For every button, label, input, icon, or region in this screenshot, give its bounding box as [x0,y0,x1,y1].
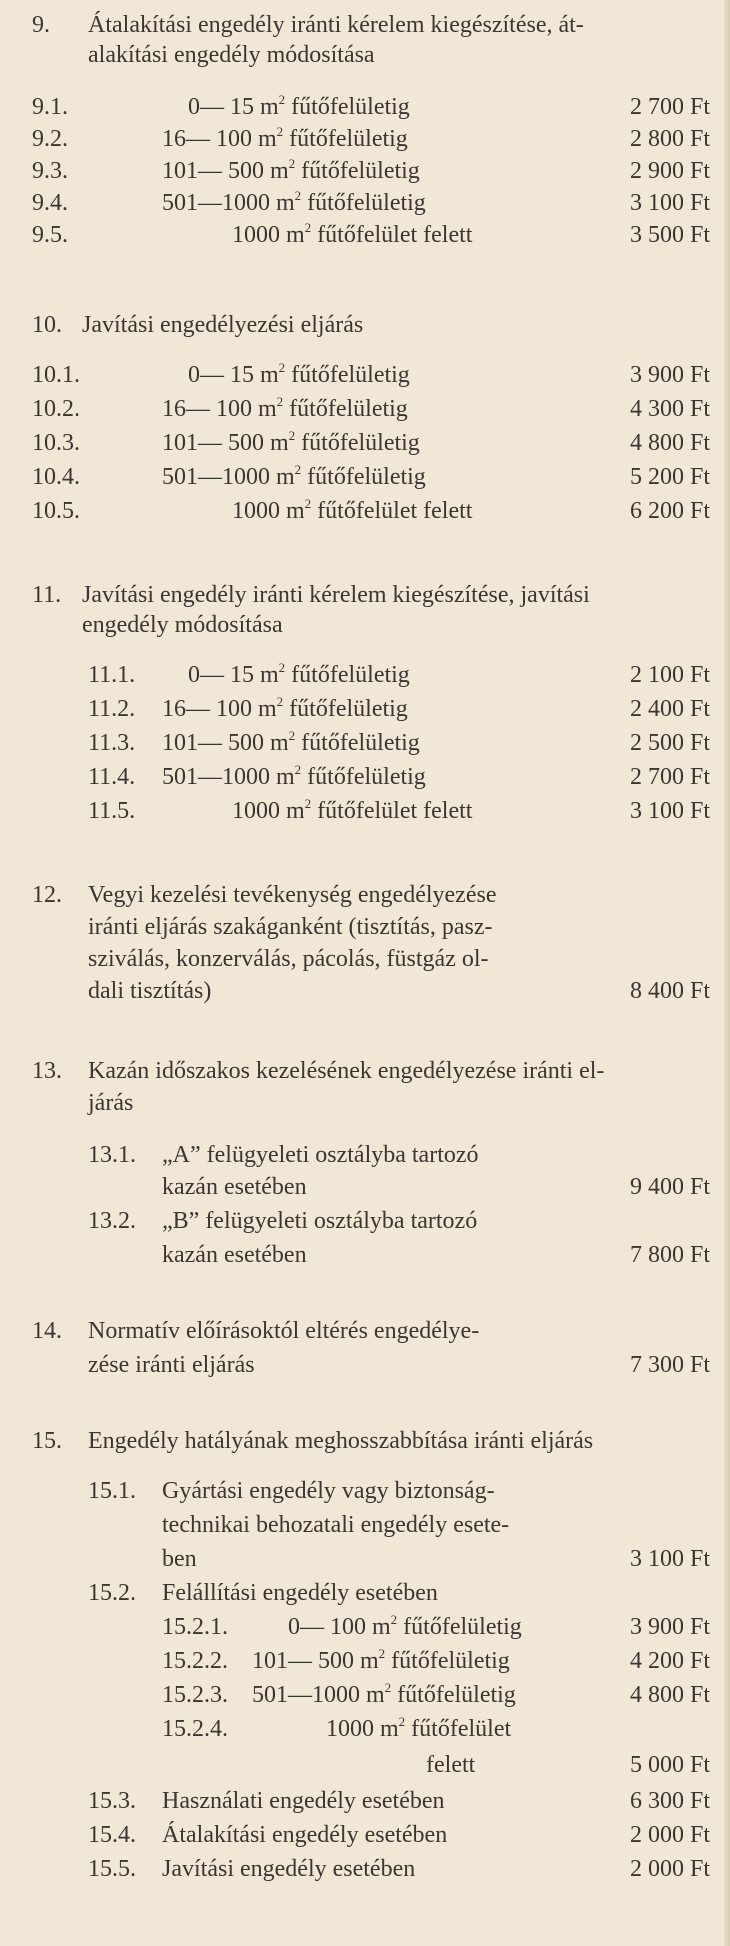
section-line: Normatív előírásoktól eltérés engedélye- [88,1318,480,1344]
section-number: 11. [32,582,62,608]
item-number: 13.1. [88,1142,136,1168]
row-number: 11.4. [88,764,136,790]
row-price: 4 800 Ft [629,430,710,456]
section-title: Javítási engedély iránti kérelem kiegészítése, javítási [82,582,590,608]
section-title-cont: engedély módosítása [82,612,283,638]
section-number: 13. [32,1058,62,1084]
row-range: 101— 500 $m^2$ fűtőfelületig [162,728,420,756]
section-number: 12. [32,882,62,908]
section-line: sziválás, konzerválás, pácolás, füstgáz ol- [88,946,489,972]
item-price: 2 000 Ft [629,1856,710,1882]
row-range: 501—1000 $m^2$ fűtőfelületig [162,462,426,490]
row-price: 4 300 Ft [629,396,710,422]
row-range: 1000 $m^2$ fűtőfelület felett [232,220,473,248]
row-range: 501—1000 $m^2$ fűtőfelületig [252,1680,516,1708]
item-text-cont: kazán esetében [162,1174,307,1200]
item-number: 15.5. [88,1856,136,1882]
section-price: 8 400 Ft [629,978,710,1004]
row-price: 2 700 Ft [629,764,710,790]
section-number: 10. [32,312,62,338]
item-number: 15.1. [88,1478,136,1504]
item-text: Javítási engedély esetében [162,1856,416,1882]
row-number: 9.4. [32,190,68,216]
row-number: 10.2. [32,396,80,422]
item-number: 15.4. [88,1822,136,1848]
row-price: 3 900 Ft [629,362,710,388]
row-range: 1000 $m^2$ fűtőfelület felett [232,496,473,524]
item-price: 6 300 Ft [629,1788,710,1814]
row-range: 16— 100 $m^2$ fűtőfelületig [162,394,408,422]
row-number: 10.4. [32,464,80,490]
item-text: Átalakítási engedély esetében [162,1822,448,1848]
section-title-cont: alakítási engedély módosítása [88,42,375,68]
row-range: 0— 100 $m^2$ fűtőfelületig [288,1612,522,1640]
section-line: dali tisztítás) [88,978,212,1004]
item-number: 15.3. [88,1788,136,1814]
row-price: 2 900 Ft [629,158,710,184]
row-price: 3 500 Ft [629,222,710,248]
row-number: 11.1. [88,662,136,688]
row-range: 16— 100 $m^2$ fűtőfelületig [162,124,408,152]
row-range: 0— 15 $m^2$ fűtőfelületig [188,92,410,120]
row-price: 3 100 Ft [629,190,710,216]
item-text-cont: kazán esetében [162,1242,307,1268]
item-price: 2 000 Ft [629,1822,710,1848]
section-number: 9. [32,12,50,38]
section-title: Javítási engedélyezési eljárás [82,312,364,338]
item-text: Felállítási engedély esetében [162,1580,438,1606]
row-range: 101— 500 $m^2$ fűtőfelületig [252,1646,510,1674]
row-price: 3 100 Ft [629,798,710,824]
item-number: 13.2. [88,1208,136,1234]
row-number: 11.5. [88,798,136,824]
row-price: 2 800 Ft [629,126,710,152]
row-number: 15.2.1. [162,1614,228,1640]
section-title-cont: járás [88,1090,134,1116]
item-price: 3 100 Ft [629,1546,710,1572]
row-range: 501—1000 $m^2$ fűtőfelületig [162,188,426,216]
row-range-cont: felett [426,1752,476,1778]
section-number: 14. [32,1318,62,1344]
row-price: 2 400 Ft [629,696,710,722]
section-line: iránti eljárás szakáganként (tisztítás, pasz- [88,914,493,940]
item-text-cont: technikai behozatali engedély esete- [162,1512,510,1538]
row-price: 3 900 Ft [629,1614,710,1640]
item-text: Gyártási engedély vagy biztonság- [162,1478,495,1504]
row-price: 5 000 Ft [629,1752,710,1778]
section-number: 15. [32,1428,62,1454]
row-price: 6 200 Ft [629,498,710,524]
row-range: 16— 100 $m^2$ fűtőfelületig [162,694,408,722]
row-number: 10.5. [32,498,80,524]
row-price: 2 700 Ft [629,94,710,120]
section-title: Kazán időszakos kezelésének engedélyezése iránti el- [88,1058,605,1084]
row-number: 9.3. [32,158,68,184]
row-range: 0— 15 $m^2$ fűtőfelületig [188,360,410,388]
row-price: 4 200 Ft [629,1648,710,1674]
item-number: 15.2. [88,1580,136,1606]
row-number: 9.5. [32,222,68,248]
row-number: 9.2. [32,126,68,152]
row-number: 9.1. [32,94,68,120]
item-price: 7 800 Ft [629,1242,710,1268]
section-price: 7 300 Ft [629,1352,710,1378]
item-text: Használati engedély esetében [162,1788,445,1814]
row-number: 11.3. [88,730,136,756]
row-range: 1000 $m^2$ fűtőfelület [326,1714,512,1742]
row-number: 15.2.4. [162,1716,228,1742]
row-number: 10.3. [32,430,80,456]
page-edge-shadow [724,0,730,1946]
row-price: 2 500 Ft [629,730,710,756]
row-range: 101— 500 $m^2$ fűtőfelületig [162,156,420,184]
item-text: „B” felügyeleti osztályba tartozó [162,1208,478,1234]
item-text: „A” felügyeleti osztályba tartozó [162,1142,479,1168]
section-line: zése iránti eljárás [88,1352,255,1378]
item-text-cont: ben [162,1546,197,1572]
row-number: 15.2.2. [162,1648,228,1674]
row-range: 1000 $m^2$ fűtőfelület felett [232,796,473,824]
row-number: 11.2. [88,696,136,722]
row-number: 15.2.3. [162,1682,228,1708]
row-range: 101— 500 $m^2$ fűtőfelületig [162,428,420,456]
row-number: 10.1. [32,362,80,388]
row-range: 501—1000 $m^2$ fűtőfelületig [162,762,426,790]
row-price: 2 100 Ft [629,662,710,688]
section-title: Engedély hatályának meghosszabbítása iránti eljárás [88,1428,594,1454]
item-price: 9 400 Ft [629,1174,710,1200]
section-title: Átalakítási engedély iránti kérelem kiegészítése, át- [88,12,584,38]
row-range: 0— 15 $m^2$ fűtőfelületig [188,660,410,688]
row-price: 5 200 Ft [629,464,710,490]
section-line: Vegyi kezelési tevékenység engedélyezése [88,882,497,908]
row-price: 4 800 Ft [629,1682,710,1708]
